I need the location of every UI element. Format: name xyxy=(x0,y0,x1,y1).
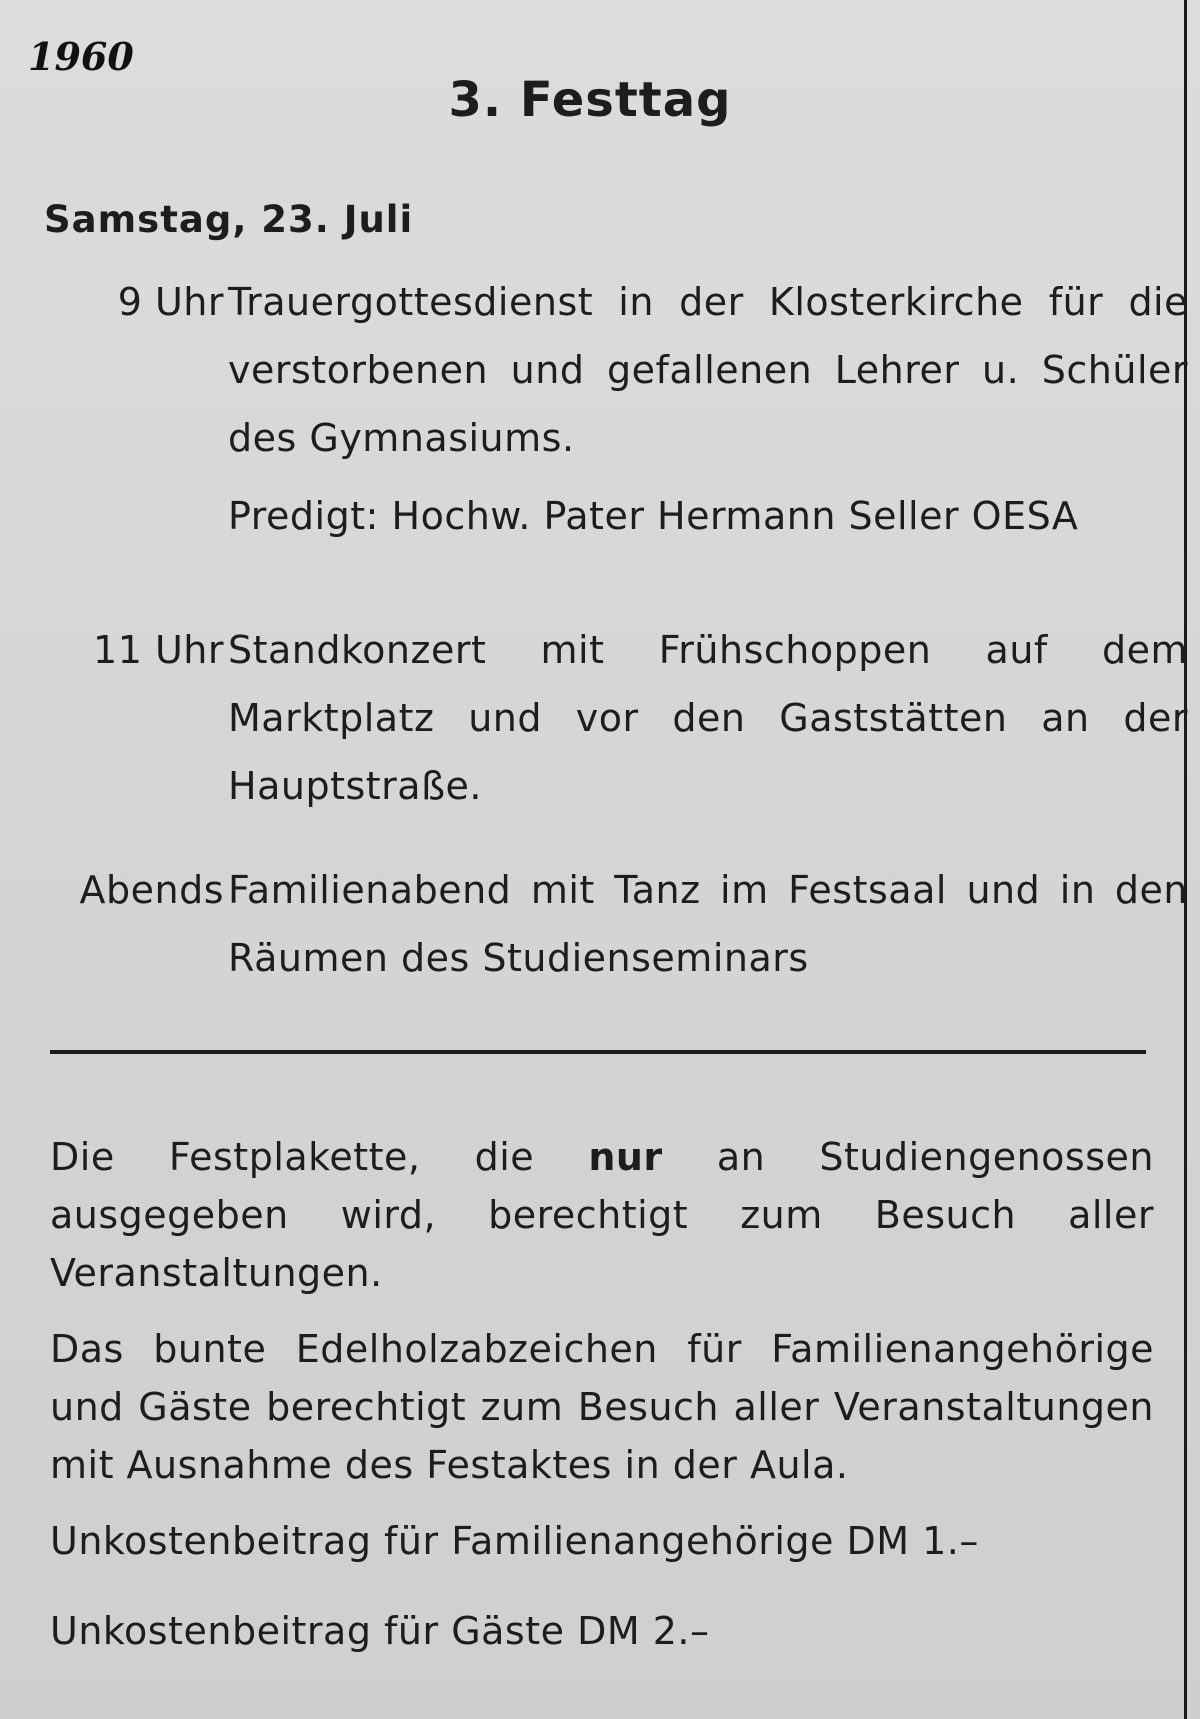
note-emphasis: nur xyxy=(588,1135,663,1179)
sermon-note: Predigt: Hochw. Pater Hermann Seller OESA xyxy=(228,494,1079,538)
schedule-time: 9 Uhr xyxy=(117,280,224,324)
year-label: 1960 xyxy=(28,34,134,79)
schedule-text: Trauergottesdienst in der Klosterkirche für die verstorbenen und gefallenen Lehrer u. Schüler des Gymnasiums. xyxy=(228,280,1188,460)
fee-guests: Unkostenbeitrag für Gäste DM 2.– xyxy=(50,1609,710,1653)
schedule-description xyxy=(228,268,1188,550)
note-festplakette xyxy=(50,1128,1154,1302)
date-heading: Samstag, 23. Juli xyxy=(44,198,414,241)
schedule-time: 11 Uhr xyxy=(93,628,224,672)
schedule-time: Abends xyxy=(79,868,224,912)
page-title: 3. Festtag xyxy=(448,72,732,128)
section-divider xyxy=(50,1050,1146,1054)
note-text: an Studiengenossen ausgegeben wird, berechtigt zum Besuch aller Veranstaltungen. xyxy=(50,1135,1154,1295)
note-text: Die Festplakette, die xyxy=(50,1135,535,1179)
schedule-description: Familienabend mit Tanz im Festsaal und in den Räumen des Studienseminars xyxy=(228,868,1188,980)
schedule-description: Standkonzert mit Frühschoppen auf dem Marktplatz und vor den Gaststätten an der Hauptstraße. xyxy=(228,628,1188,808)
fee-family: Unkostenbeitrag für Familienangehörige DM 1.– xyxy=(50,1519,979,1563)
note-edelholzabzeichen: Das bunte Edelholzabzeichen für Familienangehörige und Gäste berechtigt zum Besuch aller Veranstaltungen mit Ausnahme des Festaktes in der Aula. xyxy=(50,1327,1154,1487)
